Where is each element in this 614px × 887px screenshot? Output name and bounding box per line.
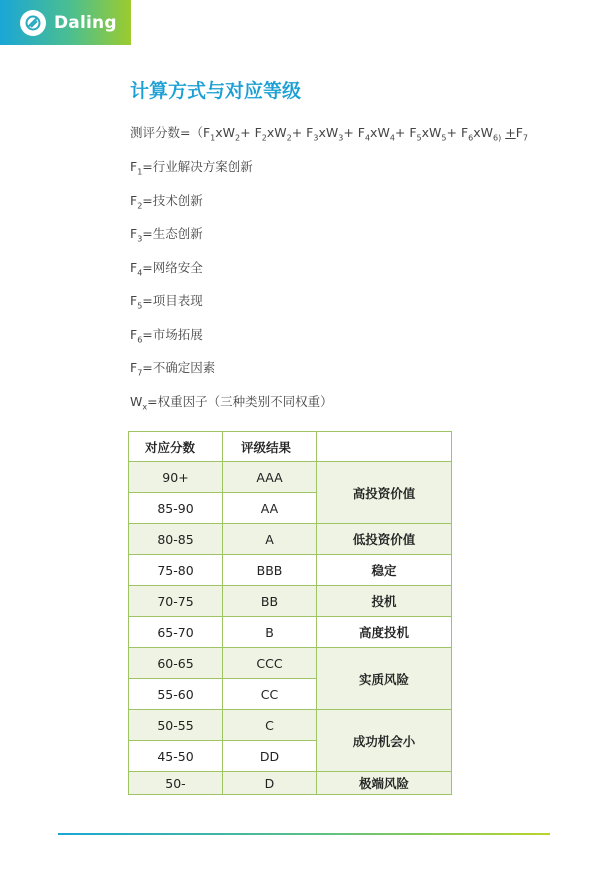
definition-f7: $F_7=$不确定因素 <box>130 360 216 378</box>
grade-cell: AAA <box>223 462 317 493</box>
definition-f6: $F_6=$市场拓展 <box>130 327 203 345</box>
result-cell: 投机 <box>317 586 452 617</box>
header-logo <box>0 0 131 45</box>
score-formula: 测评分数$=(F_1xW_2+ F_2xW_2+ F_3xW_3+ F_4xW_4+ F_5xW_5+ F_6xW_{6)} +F_7$ <box>130 125 528 143</box>
score-cell: 70-75 <box>129 586 223 617</box>
brand-name: Daling <box>54 12 117 33</box>
header-grade: 评级结果 <box>223 432 317 462</box>
result-cell: 极端风险 <box>317 772 452 795</box>
result-cell: 低投资价值 <box>317 524 452 555</box>
table-row <box>129 772 452 795</box>
result-cell: 高度投机 <box>317 617 452 648</box>
definition-f5: $F_5=$项目表现 <box>130 293 203 311</box>
score-cell: 60-65 <box>129 648 223 679</box>
header-result <box>317 432 452 462</box>
table-row <box>129 462 452 493</box>
definition-f4: $F_4=$网络安全 <box>130 260 203 278</box>
definition-wx: $W_x=$权重因子（三种类别不同权重） <box>130 394 333 412</box>
score-cell: 50- <box>129 772 223 795</box>
score-cell: 50-55 <box>129 710 223 741</box>
score-cell: 65-70 <box>129 617 223 648</box>
header-score: 对应分数 <box>129 432 223 462</box>
logo-icon <box>20 10 46 36</box>
result-cell: 稳定 <box>317 555 452 586</box>
grade-cell: DD <box>223 741 317 772</box>
grade-cell: B <box>223 617 317 648</box>
table-header-row <box>129 432 452 462</box>
table-row <box>129 524 452 555</box>
result-cell: 实质风险 <box>317 648 452 710</box>
grade-cell: CC <box>223 679 317 710</box>
table-row <box>129 617 452 648</box>
grade-cell: D <box>223 772 317 795</box>
table-row <box>129 710 452 741</box>
grade-cell: BB <box>223 586 317 617</box>
score-cell: 55-60 <box>129 679 223 710</box>
table-row <box>129 586 452 617</box>
page-title: 计算方式与对应等级 <box>130 80 302 102</box>
score-cell: 75-80 <box>129 555 223 586</box>
grade-cell: BBB <box>223 555 317 586</box>
score-cell: 90+ <box>129 462 223 493</box>
score-cell: 85-90 <box>129 493 223 524</box>
score-cell: 80-85 <box>129 524 223 555</box>
definition-f2: $F_2=$技术创新 <box>130 193 203 211</box>
grade-cell: AA <box>223 493 317 524</box>
footer-divider <box>58 833 550 835</box>
grade-cell: CCC <box>223 648 317 679</box>
score-cell: 45-50 <box>129 741 223 772</box>
definition-f3: $F_3=$生态创新 <box>130 226 203 244</box>
table-row <box>129 555 452 586</box>
grade-table <box>128 431 452 795</box>
grade-cell: C <box>223 710 317 741</box>
result-cell: 成功机会小 <box>317 710 452 772</box>
grade-cell: A <box>223 524 317 555</box>
definition-f1: $F_1=$行业解决方案创新 <box>130 159 253 177</box>
result-cell: 高投资价值 <box>317 462 452 524</box>
table-row <box>129 648 452 679</box>
